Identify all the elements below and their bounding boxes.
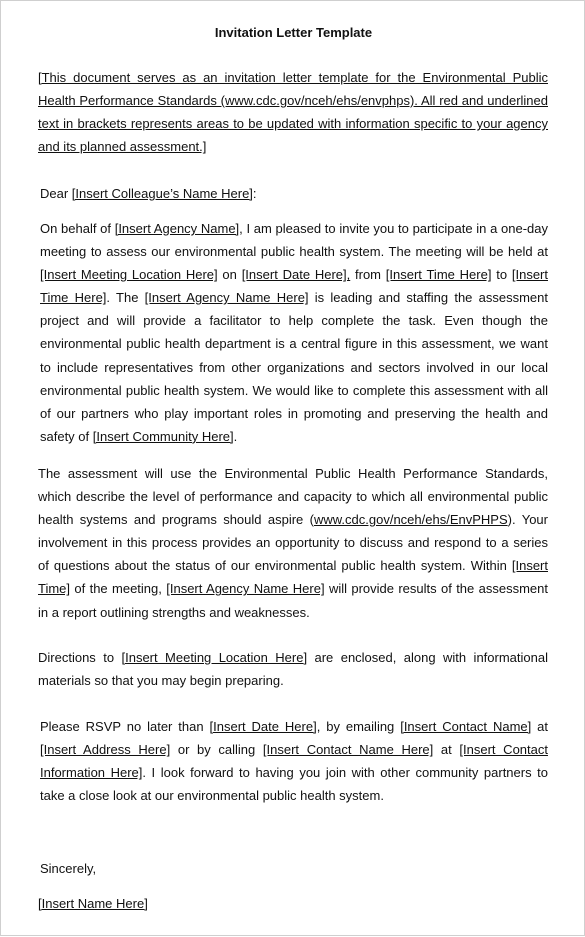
contact-information-placeholder: [Insert Contact Information Here]	[40, 742, 548, 781]
agency-name-placeholder: [Insert Agency Name Here]	[166, 581, 325, 597]
start-time-placeholder: [Insert Time Here]	[385, 267, 492, 283]
contact-name-placeholder: [Insert Contact Name]	[400, 719, 532, 734]
directions-paragraph	[38, 646, 548, 692]
salutation-prefix: Dear	[40, 186, 72, 201]
text-segment: ). Your involvement in this process provides an opportunity to discuss and respond to a series of questions about the status of our environmental public health system. Within	[38, 512, 548, 574]
text-segment: at	[433, 742, 460, 758]
agency-name-placeholder: [Insert Agency Name]	[114, 221, 240, 236]
signature-name-placeholder: [Insert Name Here]	[38, 896, 148, 911]
text-segment: at	[531, 719, 548, 734]
template-instructions-paragraph: [This document serves as an invitation letter template for the Environmental Public Health Performance Standards (www.cdc.gov/nceh/ehs/envphps). All red and underlined text in brackets represents areas to be updated with information specific to your agency and its planned assessment.]	[38, 70, 548, 155]
text-segment: The assessment will use the Environmental Public Health Performance Standards, which describe the level of performance and capacity to which all environmental public health systems and programs should aspire (	[38, 466, 548, 528]
document-title: Invitation Letter Template	[214, 25, 373, 40]
text-segment: On behalf of	[40, 221, 115, 236]
time-placeholder: [Insert Time]	[38, 558, 548, 597]
text-segment: are enclosed, along with informational materials so that you may begin preparing.	[38, 650, 548, 689]
text-segment: , by emailing	[316, 719, 401, 734]
text-segment: Directions to	[38, 650, 122, 665]
text-segment: .	[233, 428, 238, 444]
letter-page	[1, 1, 585, 937]
text-segment: of the meeting,	[70, 581, 167, 597]
assessment-paragraph	[38, 462, 548, 624]
text-segment: to	[491, 267, 512, 283]
standards-url: www.cdc.gov/nceh/ehs/EnvPHPS	[313, 512, 508, 528]
community-placeholder: [Insert Community Here]	[92, 428, 234, 444]
rsvp-date-placeholder: [Insert Date Here]	[209, 719, 317, 734]
text-segment: on	[217, 267, 242, 283]
text-segment: . I look forward to having you join with other community partners to take a close look at our environmental public health system.	[40, 765, 548, 804]
closing: Sincerely,	[40, 861, 97, 876]
text-segment: , I am pleased to invite you to participate in a one-day meeting to assess our environmental public health system. The meeting will be held at	[40, 221, 548, 260]
salutation	[40, 182, 548, 205]
text-segment: is leading and staffing the assessment project and will provide a facilitator to help complete the task. Even though the environmental public health department is a central figure in this assessment, we want to include representatives from other organizations and sectors involved in our local environmental public health system. We would like to complete this assessment with all of our partners who play important roles in promoting and preserving the health and safety of	[40, 290, 548, 444]
contact-name-placeholder: [Insert Contact Name Here]	[262, 742, 434, 758]
agency-name-placeholder: [Insert Agency Name Here]	[144, 290, 309, 306]
date-placeholder: [Insert Date Here],	[241, 267, 351, 283]
text-segment: Please RSVP no later than	[40, 719, 210, 734]
text-segment: or by calling	[170, 742, 263, 758]
end-time-placeholder: [Insert Time Here]	[40, 267, 548, 306]
text-segment: . The	[106, 290, 145, 306]
meeting-location-placeholder: [Insert Meeting Location Here]	[121, 650, 308, 665]
colleague-name-placeholder: [Insert Colleague’s Name Here]	[71, 186, 253, 201]
address-placeholder: [Insert Address Here]	[40, 742, 171, 758]
text-segment: from	[350, 267, 386, 283]
meeting-location-placeholder: [Insert Meeting Location Here]	[40, 267, 218, 283]
text-segment: will provide results of the assessment in a report outlining strengths and weaknesses.	[38, 581, 548, 620]
salutation-suffix: :	[252, 186, 257, 201]
invitation-paragraph	[40, 217, 548, 448]
rsvp-paragraph	[40, 715, 548, 807]
